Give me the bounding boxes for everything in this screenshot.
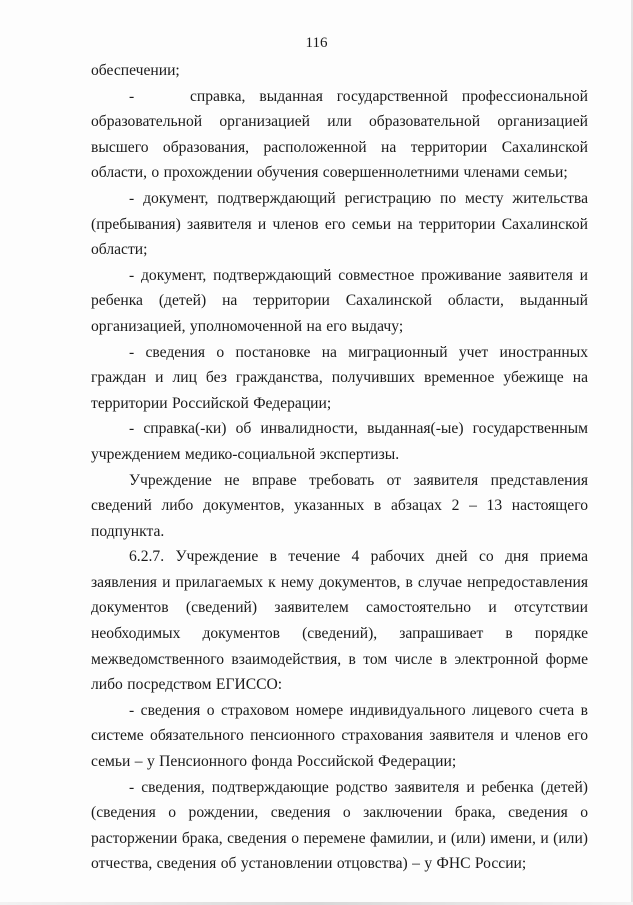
paragraph-list-item: - справка(-ки) об инвалидности, выданная(-ые) государственным учреждением медико-социальной экспертизы. bbox=[91, 420, 588, 463]
page-number: 116 bbox=[305, 35, 328, 51]
paragraph-list-item: - сведения о постановке на миграционный учет иностранных граждан и лиц без гражданства, получивших временное убежище на территории Российской Федерации; bbox=[91, 343, 588, 412]
paragraph-body: Учреждение не вправе требовать от заявителя представления сведений либо документов, указанных в абзацах 2 – 13 настоящего подпункта. bbox=[91, 471, 588, 540]
document-body bbox=[91, 58, 588, 877]
paragraph-list-item: - справка, выданная государственной профессиональной образовательной организацией или образовательной организацией высшего образования, расположенной на территории Сахалинской области, о прохождении обучения совершеннолетними членами семьи; bbox=[91, 87, 588, 182]
paragraph-list-item: - документ, подтверждающий совместное проживание заявителя и ребенка (детей) на территории Сахалинской области, выданный организацией, уполномоченной на его выдачу; bbox=[91, 266, 588, 335]
paragraph-list-item: - сведения о страховом номере индивидуального лицевого счета в системе обязательного пенсионного страхования заявителя и членов его семьи – у Пенсионного фонда Российской Федерации; bbox=[91, 701, 588, 771]
paragraph-continuation: обеспечении; bbox=[91, 62, 180, 79]
paragraph-section: 6.2.7. Учреждение в течение 4 рабочих дней со дня приема заявления и прилагаемых к нему документов, в случае непредоставления документов (сведений) заявителем самостоятельно и отсутствии необходимых документов (сведений), запрашивает в порядке межведомственного взаимодействия, в том числе в электронной форме либо посредством ЕГИССО: bbox=[91, 548, 588, 694]
paragraph-list-item: - документ, подтверждающий регистрацию по месту жительства (пребывания) заявителя и членов его семьи на территории Сахалинской области; bbox=[91, 189, 588, 259]
paragraph-list-item: - сведения, подтверждающие родство заявителя и ребенка (детей) (сведения о рождении, сведения о заключении брака, сведения о расторжении брака, сведения о перемене фамилии, и (или) имени, и (или) отчества, сведения об установлении отцовства) – у ФНС России; bbox=[91, 778, 588, 873]
